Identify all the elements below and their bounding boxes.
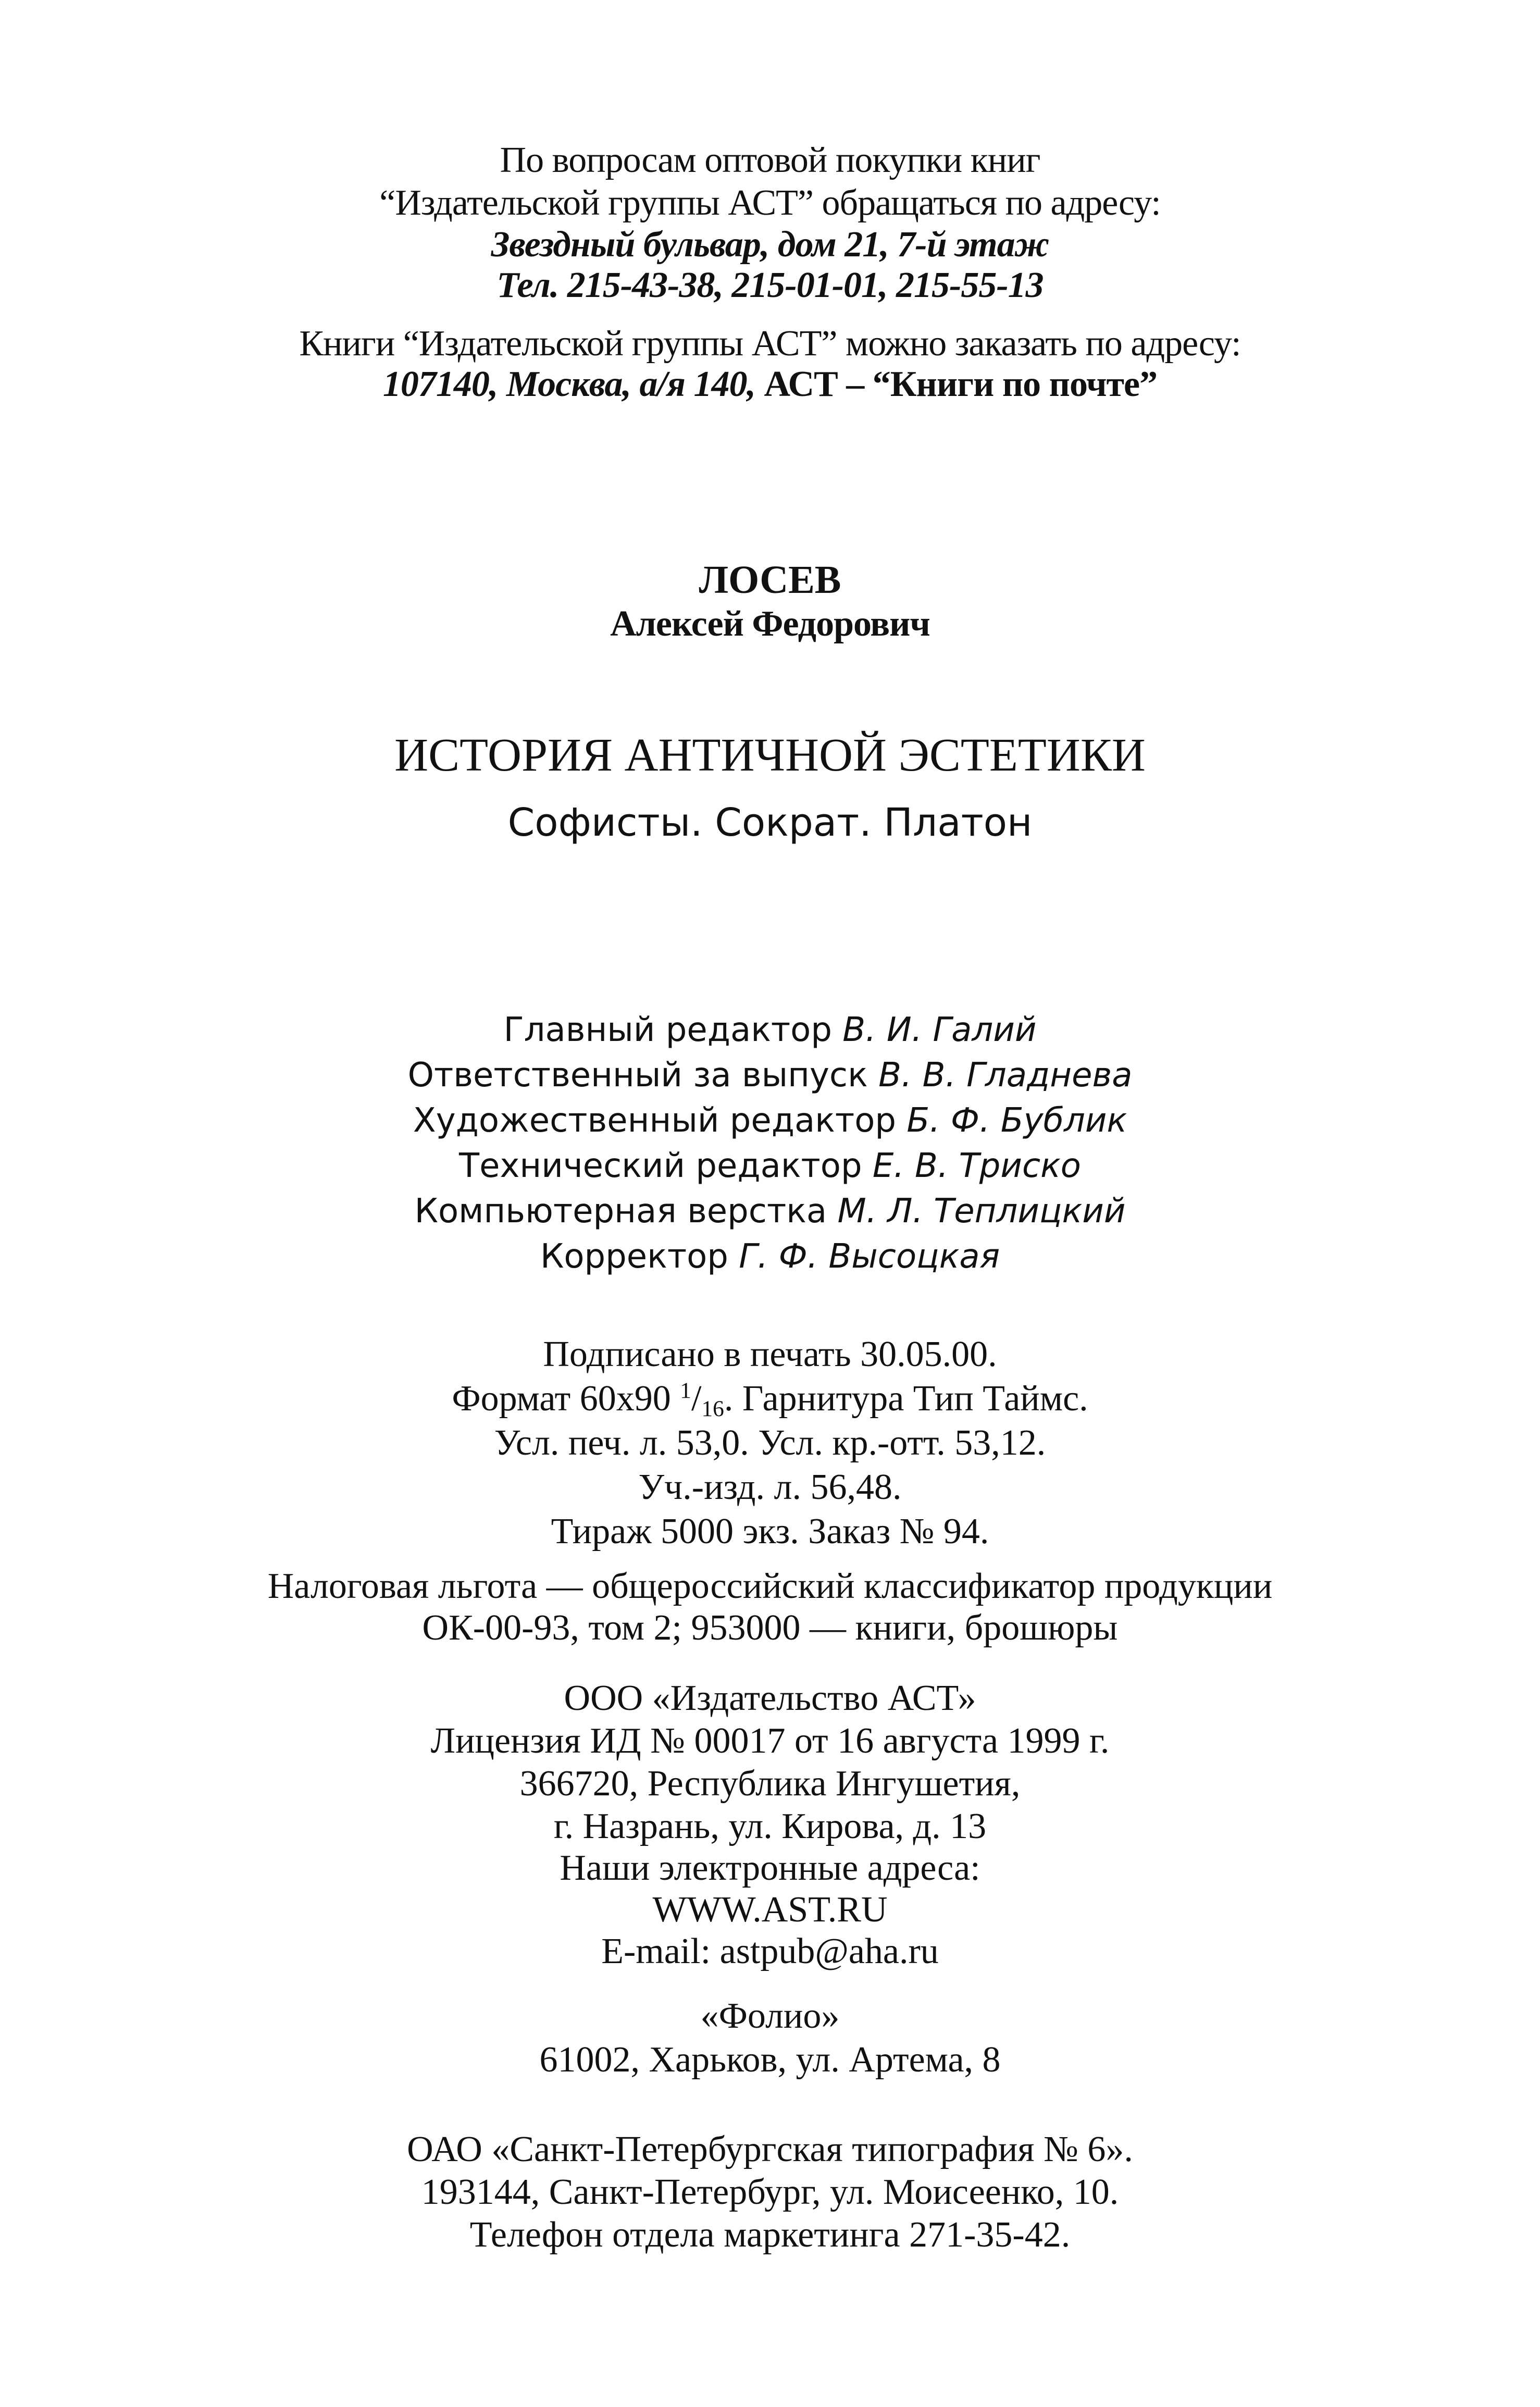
staff-person: М. Л. Теплицкий (837, 1192, 1126, 1231)
staff-role: Главный редактор (503, 1011, 843, 1049)
folio-address: 61002, Харьков, ул. Артема, 8 (539, 2040, 1001, 2080)
staff-line (0, 1237, 1540, 1276)
staff-person: В. В. Гладнева (878, 1056, 1133, 1095)
staff-role: Ответственный за выпуск (407, 1056, 879, 1095)
staff-role: Компьютерная верстка (414, 1192, 838, 1231)
format-prefix: Формат 60х90 (452, 1379, 680, 1419)
printer-address: 193144, Санкт-Петербург, ул. Моисеенко, 10. (421, 2172, 1119, 2212)
staff-role: Технический редактор (459, 1147, 873, 1185)
wholesale-address: Звездный бульвар, дом 21, 7-й этаж (491, 225, 1049, 265)
format-suffix: . Гарнитура Тип Таймс. (724, 1379, 1088, 1419)
mail-order-address-italic: 107140, Москва, а/я 140, (382, 364, 755, 404)
mail-order-address-rest: АСТ – “Книги по почте” (755, 364, 1158, 404)
staff-person: В. И. Галий (842, 1011, 1037, 1049)
wholesale-line-1: По вопросам оптовой покупки книг (500, 140, 1040, 180)
tax-line-1: Налоговая льгота — общероссийский классификатор продукции (267, 1566, 1273, 1606)
printer-name: ОАО «Санкт-Петербургская типография № 6». (407, 2129, 1133, 2169)
folio-name: «Фолио» (700, 1996, 840, 2036)
publisher-website: WWW.AST.RU (652, 1890, 888, 1930)
publisher-email: E-mail: astpub@aha.ru (601, 1931, 939, 1971)
staff-role: Корректор (540, 1237, 739, 1276)
mail-order-line-1: Книги “Издательской группы АСТ” можно заказать по адресу: (299, 324, 1241, 364)
tax-line-2: ОК-00-93, том 2; 953000 — книги, брошюры (422, 1608, 1118, 1648)
staff-person: Г. Ф. Высоцкая (739, 1237, 1000, 1276)
staff-line (0, 1101, 1540, 1140)
publisher-name: ООО «Издательство АСТ» (564, 1678, 976, 1718)
wholesale-phones: Тел. 215-43-38, 215-01-01, 215-55-13 (496, 265, 1044, 305)
author-name: Алексей Федорович (610, 604, 930, 644)
format-fraction-denominator: 16 (701, 1396, 724, 1421)
staff-line (0, 1192, 1540, 1231)
mail-order-address (0, 364, 1540, 405)
staff-line (0, 1056, 1540, 1095)
staff-role: Художественный редактор (413, 1101, 907, 1140)
print-sheets: Усл. печ. л. 53,0. Усл. кр.-отт. 53,12. (494, 1423, 1046, 1463)
printer-phone: Телефон отдела маркетинга 271-35-42. (469, 2215, 1071, 2255)
publisher-address-2: г. Назрань, ул. Кирова, д. 13 (553, 1806, 987, 1846)
print-signed: Подписано в печать 30.05.00. (543, 1334, 997, 1374)
print-circulation: Тираж 5000 экз. Заказ № 94. (551, 1511, 989, 1552)
book-subtitle: Софисты. Сократ. Платон (507, 800, 1033, 845)
staff-person: Е. В. Триско (872, 1147, 1081, 1185)
author-surname: ЛОСЕВ (699, 558, 841, 602)
print-format (0, 1378, 1540, 1420)
publisher-emails-title: Наши электронные адреса: (560, 1848, 980, 1888)
publisher-license: Лицензия ИД № 00017 от 16 августа 1999 г. (430, 1721, 1110, 1761)
staff-line (0, 1011, 1540, 1049)
staff-person: Б. Ф. Бублик (906, 1101, 1127, 1140)
format-fraction-numerator: 1 (680, 1378, 691, 1404)
format-fraction-slash: / (691, 1379, 702, 1419)
book-title: ИСТОРИЯ АНТИЧНОЙ ЭСТЕТИКИ (394, 729, 1146, 781)
staff-line (0, 1147, 1540, 1185)
wholesale-line-2: “Издательской группы АСТ” обращаться по адресу: (379, 183, 1161, 223)
publisher-address-1: 366720, Республика Ингушетия, (519, 1764, 1021, 1804)
print-publ-sheets: Уч.-изд. л. 56,48. (638, 1467, 902, 1507)
